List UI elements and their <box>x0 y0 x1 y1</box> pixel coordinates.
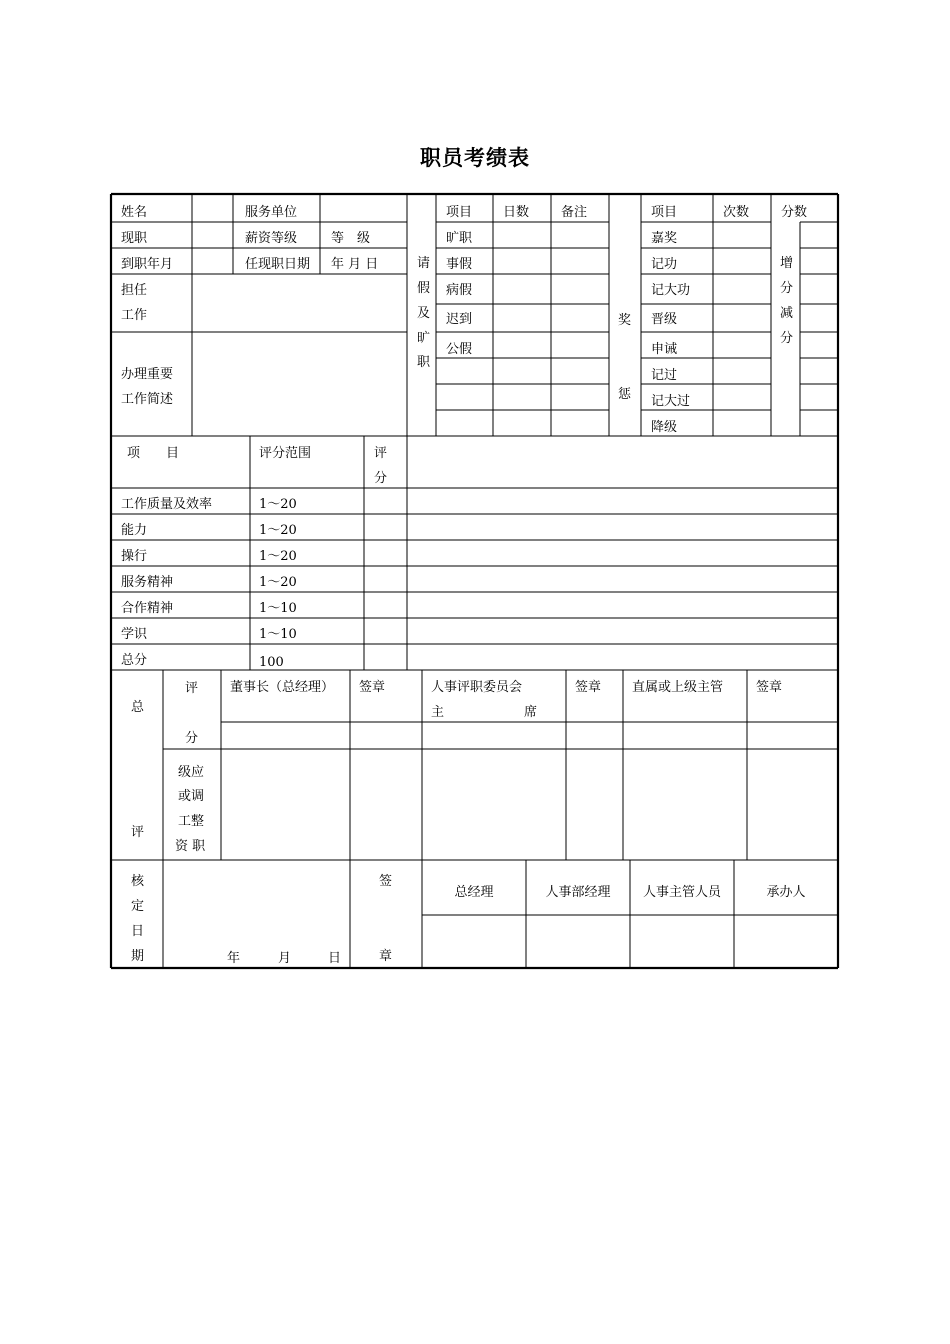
reward-item: 记功 <box>651 257 678 272</box>
scoring-row-item: 总分 <box>121 653 148 668</box>
grade-label: 等 级 <box>331 231 371 246</box>
leave-header-days: 日数 <box>503 205 530 220</box>
summary-label-1: 办理重要 <box>121 367 174 382</box>
leave-item: 公假 <box>446 342 473 357</box>
scoring-header-score-1: 评 <box>374 446 388 461</box>
reward-item: 记大过 <box>651 394 691 409</box>
leave-vertical-5: 职 <box>417 355 431 370</box>
summary-label-2: 工作简述 <box>121 392 174 407</box>
scoring-row-item: 操行 <box>121 549 148 564</box>
position-label: 现职 <box>121 231 148 246</box>
reward-item: 记过 <box>651 368 678 383</box>
approval-month: 月 <box>278 951 292 966</box>
scoring-row-item: 服务精神 <box>121 575 174 590</box>
approval-vertical-1: 核 <box>131 874 145 889</box>
reward-vertical-1: 奖 <box>618 313 632 328</box>
role-hr-manager: 人事部经理 <box>545 885 611 900</box>
adjust-label-4: 资 职 <box>175 839 206 854</box>
role-hr-officer: 人事主管人员 <box>642 885 722 900</box>
overall-score-label-2: 分 <box>185 731 199 746</box>
leave-item: 事假 <box>446 257 473 272</box>
approval-day: 日 <box>328 951 342 966</box>
salary-grade-label: 薪资等级 <box>245 231 298 246</box>
reward-item: 嘉奖 <box>651 231 678 246</box>
scoring-row-range: 1～20 <box>259 523 297 538</box>
committee-chair-2: 席 <box>524 705 538 720</box>
committee-sign-label: 签章 <box>575 680 602 695</box>
scoring-row-range: 1～10 <box>259 627 297 642</box>
reward-item: 晋级 <box>651 312 678 327</box>
approval-sign-2: 章 <box>379 949 393 964</box>
score-vertical-4: 分 <box>780 331 794 346</box>
adjust-label-2: 或调 <box>178 789 205 804</box>
scoring-row-item: 合作精神 <box>121 601 174 616</box>
scoring-header-item: 项 目 <box>127 446 180 461</box>
approval-vertical-2: 定 <box>131 899 145 914</box>
name-label: 姓名 <box>121 205 148 220</box>
approval-vertical-4: 期 <box>131 949 145 964</box>
duty-label-1: 担任 <box>121 283 148 298</box>
scoring-row-range: 1～10 <box>259 601 297 616</box>
chairman-label: 董事长（总经理） <box>230 680 335 695</box>
reward-vertical-2: 惩 <box>618 387 632 402</box>
appoint-date-label: 任现职日期 <box>245 257 311 272</box>
score-vertical-1: 增 <box>780 256 794 271</box>
overall-vertical-1: 总 <box>131 700 145 715</box>
approval-vertical-3: 日 <box>131 924 145 939</box>
overall-vertical-2: 评 <box>131 825 145 840</box>
leave-item: 旷职 <box>446 231 473 246</box>
scoring-header-score-2: 分 <box>374 471 388 486</box>
committee-label: 人事评职委员会 <box>431 680 523 695</box>
committee-chair-1: 主 <box>431 705 445 720</box>
leave-vertical-2: 假 <box>417 281 431 296</box>
role-general-manager: 总经理 <box>454 885 494 900</box>
leave-vertical-1: 请 <box>417 256 431 271</box>
supervisor-label: 直属或上级主管 <box>632 680 724 695</box>
adjust-label-1: 级应 <box>178 765 205 780</box>
scoring-row-item: 工作质量及效率 <box>121 497 213 512</box>
scoring-row-item: 能力 <box>121 523 148 538</box>
adjust-label-3: 工整 <box>178 814 205 829</box>
scoring-row-range: 1～20 <box>259 549 297 564</box>
chairman-sign-label: 签章 <box>359 680 386 695</box>
scoring-row-range: 1～20 <box>259 497 297 512</box>
approval-year: 年 <box>227 951 241 966</box>
score-vertical-2: 分 <box>780 281 794 296</box>
scoring-header-range: 评分范围 <box>259 446 312 461</box>
role-handler: 承办人 <box>766 885 806 900</box>
leave-vertical-3: 及 <box>417 306 431 321</box>
overall-score-label-1: 评 <box>185 681 199 696</box>
reward-header-item: 项目 <box>651 205 678 220</box>
approval-sign-1: 签 <box>379 874 393 889</box>
page-title: 职员考绩表 <box>420 146 530 170</box>
leave-header-remark: 备注 <box>561 205 588 220</box>
reward-header-score: 分数 <box>781 205 808 220</box>
leave-header-item: 项目 <box>446 205 473 220</box>
supervisor-sign-label: 签章 <box>756 680 783 695</box>
reward-header-count: 次数 <box>723 205 750 220</box>
reward-item: 记大功 <box>651 283 691 298</box>
unit-label: 服务单位 <box>245 205 298 220</box>
scoring-row-range: 100 <box>259 655 284 670</box>
scoring-row-range: 1～20 <box>259 575 297 590</box>
arrival-date-label: 到职年月 <box>121 257 174 272</box>
score-vertical-3: 减 <box>780 306 794 321</box>
leave-item: 迟到 <box>446 312 473 327</box>
leave-vertical-4: 旷 <box>417 331 431 346</box>
ymd-label: 年 月 日 <box>331 257 379 272</box>
reward-item: 申诫 <box>651 342 678 357</box>
reward-item: 降级 <box>651 420 678 435</box>
table-grid <box>111 194 838 968</box>
leave-item: 病假 <box>446 283 473 298</box>
duty-label-2: 工作 <box>121 308 148 323</box>
scoring-row-item: 学识 <box>121 627 148 642</box>
